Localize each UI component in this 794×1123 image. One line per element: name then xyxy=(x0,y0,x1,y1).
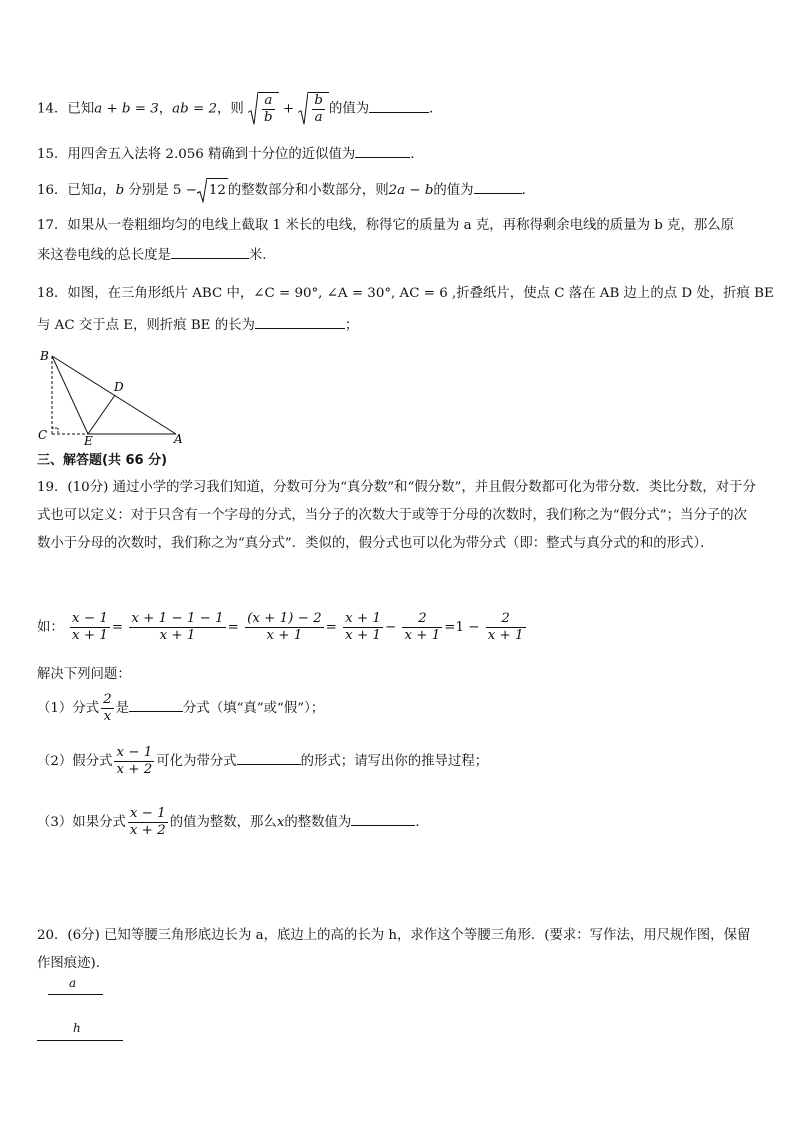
q14-cond2: ab = 2 xyxy=(172,101,217,117)
q14-dot: ． xyxy=(429,101,443,117)
triangle-figure xyxy=(36,346,196,446)
ex-one: 1 − xyxy=(455,620,480,635)
q19-example: 如： $\frac{x - 1}{x + 1}$ = $\frac{x + 1 - 1 - 1}{x + 1}$ = $\frac{(x + 1) - 2}{x + 1}$ = $\frac{x + 1}{x + 1}$ − $\frac{2}{x + 1}$ =1 − $\frac{2}{x + 1}$ xyxy=(37,611,524,643)
sqrt-a-over-b: $\frac{a}{b}$ xyxy=(248,92,279,126)
p2-end: 的形式；请写出你的推导过程； xyxy=(300,754,489,769)
label-c: C xyxy=(38,428,48,442)
segment-a-label: a xyxy=(69,976,77,990)
p3-dot: ． xyxy=(415,815,429,830)
q16-expr: 2a − b xyxy=(388,183,434,198)
q17-line2-pre: 来这卷电线的总长度是 xyxy=(37,248,171,263)
label-a: A xyxy=(174,432,183,446)
p1-num: 2 xyxy=(103,692,112,707)
q16-pre: 16．已知 xyxy=(37,183,95,198)
p1-mid: 是 xyxy=(115,701,130,716)
q17-answer-blank[interactable] xyxy=(171,244,249,259)
segment-h-label: h xyxy=(73,1021,81,1035)
q15-text: 15．用四舍五入法将 2.056 精确到十分位的近似值为 xyxy=(37,147,356,162)
q14-sep: ， xyxy=(158,101,173,117)
q19-paragraph: 19．(10分) 通过小学的学习我们知道，分数可分为“真分数”和“假分数”，并且假分数都可化为带分数．类比分数，对于分式也可以定义：对于只含有一个字母的分式，当分子的次数大于或等于分母的次数时，我们称之为“假分式”；当分子的次数小于分母的次数时，我们称之为“真分式”．类似的，假分式也可以化为带分式（即：整式与真分式的和的形式）． xyxy=(37,480,756,551)
p3-pre: （3）如果分式 xyxy=(37,815,126,830)
q14-answer-blank[interactable] xyxy=(369,98,429,113)
q19-part3 xyxy=(37,806,762,840)
q17-line1: 17．如果从一卷粗细均匀的电线上截取 1 米长的电线，称得它的质量为 a 克，再称得剩余电线的质量为 b 克，那么原 xyxy=(37,218,735,233)
ex-f2-num: x + 1 − 1 − 1 xyxy=(131,611,224,626)
q16-comma: ， xyxy=(102,183,116,198)
label-b: B xyxy=(40,349,49,363)
p2-answer-blank[interactable] xyxy=(237,750,301,765)
q18-line2-end: ； xyxy=(344,318,359,333)
p3-num: x − 1 xyxy=(129,806,166,821)
q16-mid1: 分别是 5 − xyxy=(124,183,197,198)
p3-x: x xyxy=(276,815,285,830)
q14-number: 14．已知 xyxy=(37,101,95,117)
question-16 xyxy=(37,178,762,203)
question-17 xyxy=(37,214,762,268)
ex-f6-den: x + 1 xyxy=(487,628,524,643)
p2-mid: 可化为带分式 xyxy=(156,754,237,769)
ex-f1-num: x − 1 xyxy=(72,611,108,626)
p2-pre: （2）假分式 xyxy=(37,754,113,769)
q14-mid: ，则 xyxy=(216,101,244,117)
q18-answer-blank[interactable] xyxy=(255,314,345,329)
q15-dot: ． xyxy=(410,147,424,162)
q18-line2-pre: 与 AC 交于点 E，则折痕 BE 的长为 xyxy=(37,318,255,333)
q16-mid2: 的整数部分和小数部分，则 xyxy=(227,183,389,198)
right-angle-mark xyxy=(52,428,58,434)
p1-end: 分式（填“真”或“假”）； xyxy=(183,701,325,716)
question-15 xyxy=(37,143,762,167)
ex-f1-den: x + 1 xyxy=(72,628,108,643)
q20-paragraph: 20．(6分) 已知等腰三角形底边长为 a，底边上的高的长为 h，求作这个等腰三角形．(要求：写作法，用尺规作图，保留作图痕迹)． xyxy=(37,928,751,971)
question-14: 14．已知a + b = 3，ab = 2，则 $\frac{a}{b}$ + $\frac{b}{a}$ 的值为 ． xyxy=(37,93,443,125)
p1-answer-blank[interactable] xyxy=(129,697,183,712)
segment-de xyxy=(88,395,115,434)
ex-f6-num: 2 xyxy=(486,611,526,628)
q16-b: b xyxy=(115,183,125,198)
segment-a-line xyxy=(48,994,103,995)
p3-den: x + 2 xyxy=(129,823,166,838)
p3-mid: 的值为整数，那么 xyxy=(169,815,277,830)
section-title: 三、解答题(共 66 分) xyxy=(37,453,168,468)
p3-end: 的整数值为 xyxy=(284,815,352,830)
question-18 xyxy=(37,282,774,338)
q17-line2-end: 米. xyxy=(248,248,267,263)
segment-h-line xyxy=(37,1040,123,1041)
q16-dot: ． xyxy=(521,183,535,198)
label-e: E xyxy=(84,434,93,446)
ex-f3-den: x + 1 xyxy=(266,628,303,643)
q16-answer-blank[interactable] xyxy=(474,179,522,194)
example-label: 如： xyxy=(37,620,64,635)
sqrt-12 xyxy=(197,178,228,203)
p1-pre: （1）分式 xyxy=(37,701,100,716)
p2-den: x + 2 xyxy=(116,762,153,777)
ex-f4-den: x + 1 xyxy=(345,628,381,643)
ex-f4-num: x + 1 xyxy=(345,611,381,626)
label-d: D xyxy=(114,380,124,394)
q16-radicand: 12 xyxy=(207,178,228,203)
ex-f5-num: 2 xyxy=(402,611,442,628)
q19-part1 xyxy=(37,692,762,726)
q19-part2 xyxy=(37,745,762,779)
q16-a: a xyxy=(94,183,103,198)
q16-end: 的值为 xyxy=(433,183,474,198)
q14-end: 的值为 xyxy=(328,101,370,117)
q19-solve-heading: 解决下列问题： xyxy=(37,667,131,682)
q14-cond1: a + b = 3 xyxy=(94,101,159,117)
ex-f2-den: x + 1 xyxy=(159,628,196,643)
ex-f5-den: x + 1 xyxy=(404,628,441,643)
p2-num: x − 1 xyxy=(116,745,153,760)
side-ab xyxy=(52,356,176,434)
sqrt-b-over-a: $\frac{b}{a}$ xyxy=(298,92,329,126)
q15-answer-blank[interactable] xyxy=(355,143,410,158)
p1-den: x xyxy=(103,709,112,724)
q18-line1: 18．如图，在三角形纸片 ABC 中，∠C = 90°, ∠A = 30°, AC = 6 ,折叠纸片，使点 C 落在 AB 边上的点 D 处，折痕 BE xyxy=(37,286,774,301)
ex-f3-num: (x + 1) − 2 xyxy=(247,611,322,626)
p3-answer-blank[interactable] xyxy=(351,811,415,826)
